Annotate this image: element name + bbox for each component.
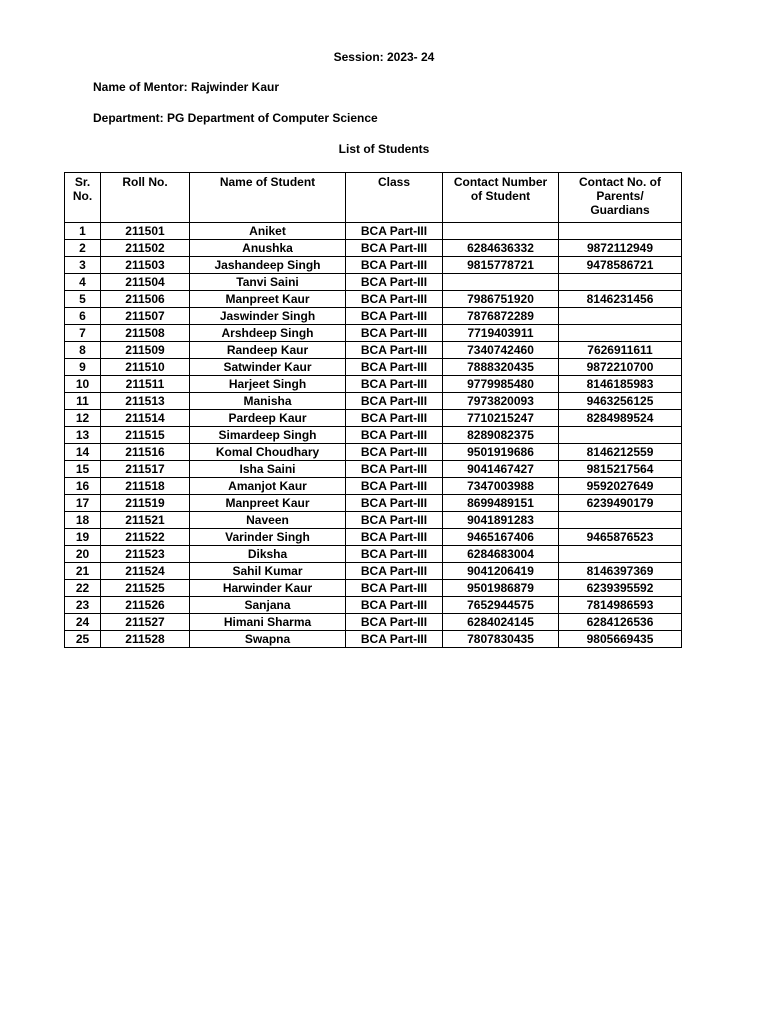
cell-class: BCA Part-III [346, 325, 443, 342]
cell-class: BCA Part-III [346, 376, 443, 393]
header-sr-line2: No. [72, 189, 93, 203]
cell-student-contact: 7986751920 [443, 291, 559, 308]
cell-class: BCA Part-III [346, 631, 443, 648]
table-row [65, 512, 682, 529]
cell-parent-contact [559, 512, 682, 529]
cell-student-name: Himani Sharma [190, 614, 346, 631]
table-row [65, 597, 682, 614]
header-roll-label: Roll No. [122, 175, 168, 189]
table-row [65, 478, 682, 495]
cell-student-name: Manisha [190, 393, 346, 410]
cell-student-contact: 9465167406 [443, 529, 559, 546]
cell-student-contact: 9779985480 [443, 376, 559, 393]
cell-student-name: Arshdeep Singh [190, 325, 346, 342]
cell-student-name: Diksha [190, 546, 346, 563]
cell-sr-no: 24 [65, 614, 101, 631]
table-row [65, 257, 682, 274]
cell-roll-no: 211526 [101, 597, 190, 614]
cell-sr-no: 15 [65, 461, 101, 478]
cell-parent-contact: 9815217564 [559, 461, 682, 478]
cell-parent-contact: 7814986593 [559, 597, 682, 614]
cell-parent-contact: 8284989524 [559, 410, 682, 427]
header-student-contact [443, 173, 559, 223]
cell-sr-no: 1 [65, 223, 101, 240]
cell-roll-no: 211525 [101, 580, 190, 597]
cell-student-contact: 7652944575 [443, 597, 559, 614]
cell-student-name: Amanjot Kaur [190, 478, 346, 495]
table-row [65, 580, 682, 597]
cell-sr-no: 23 [65, 597, 101, 614]
cell-student-name: Simardeep Singh [190, 427, 346, 444]
header-contact-line2: of Student [470, 189, 531, 203]
cell-sr-no: 8 [65, 342, 101, 359]
cell-roll-no: 211508 [101, 325, 190, 342]
cell-parent-contact: 9463256125 [559, 393, 682, 410]
cell-roll-no: 211522 [101, 529, 190, 546]
table-row [65, 325, 682, 342]
table-row [65, 376, 682, 393]
cell-roll-no: 211521 [101, 512, 190, 529]
table-row [65, 410, 682, 427]
cell-class: BCA Part-III [346, 512, 443, 529]
cell-student-name: Varinder Singh [190, 529, 346, 546]
cell-student-contact [443, 274, 559, 291]
cell-student-contact: 6284024145 [443, 614, 559, 631]
cell-student-contact: 9041467427 [443, 461, 559, 478]
cell-roll-no: 211519 [101, 495, 190, 512]
cell-student-contact: 9041206419 [443, 563, 559, 580]
cell-student-contact: 7973820093 [443, 393, 559, 410]
table-row [65, 342, 682, 359]
cell-class: BCA Part-III [346, 427, 443, 444]
cell-sr-no: 19 [65, 529, 101, 546]
session-label: Session: 2023- 24 [333, 50, 435, 64]
cell-parent-contact: 9805669435 [559, 631, 682, 648]
cell-student-contact: 7719403911 [443, 325, 559, 342]
cell-student-name: Anushka [190, 240, 346, 257]
cell-class: BCA Part-III [346, 257, 443, 274]
cell-student-contact: 7710215247 [443, 410, 559, 427]
cell-class: BCA Part-III [346, 546, 443, 563]
cell-roll-no: 211518 [101, 478, 190, 495]
cell-sr-no: 16 [65, 478, 101, 495]
table-row [65, 495, 682, 512]
table-row [65, 461, 682, 478]
header-class [346, 173, 443, 223]
cell-student-name: Isha Saini [190, 461, 346, 478]
cell-student-contact: 8699489151 [443, 495, 559, 512]
cell-student-name: Harwinder Kaur [190, 580, 346, 597]
cell-student-contact: 9815778721 [443, 257, 559, 274]
cell-student-contact [443, 223, 559, 240]
cell-parent-contact [559, 223, 682, 240]
cell-sr-no: 14 [65, 444, 101, 461]
cell-roll-no: 211503 [101, 257, 190, 274]
header-sr-line1: Sr. [74, 175, 91, 189]
cell-class: BCA Part-III [346, 478, 443, 495]
cell-class: BCA Part-III [346, 223, 443, 240]
table-row [65, 308, 682, 325]
cell-parent-contact [559, 427, 682, 444]
mentor-name: Name of Mentor: Rajwinder Kaur [93, 80, 280, 94]
cell-student-name: Sahil Kumar [190, 563, 346, 580]
cell-class: BCA Part-III [346, 597, 443, 614]
cell-class: BCA Part-III [346, 308, 443, 325]
table-row [65, 444, 682, 461]
cell-student-contact: 6284683004 [443, 546, 559, 563]
cell-roll-no: 211523 [101, 546, 190, 563]
cell-roll-no: 211510 [101, 359, 190, 376]
cell-parent-contact: 9465876523 [559, 529, 682, 546]
cell-roll-no: 211504 [101, 274, 190, 291]
cell-sr-no: 9 [65, 359, 101, 376]
header-roll-no [101, 173, 190, 223]
cell-class: BCA Part-III [346, 393, 443, 410]
cell-parent-contact [559, 274, 682, 291]
cell-parent-contact: 6239490179 [559, 495, 682, 512]
cell-sr-no: 11 [65, 393, 101, 410]
cell-student-name: Swapna [190, 631, 346, 648]
cell-student-name: Manpreet Kaur [190, 495, 346, 512]
cell-sr-no: 22 [65, 580, 101, 597]
cell-student-name: Satwinder Kaur [190, 359, 346, 376]
cell-parent-contact: 8146185983 [559, 376, 682, 393]
cell-roll-no: 211506 [101, 291, 190, 308]
cell-student-contact: 7807830435 [443, 631, 559, 648]
header-sr-no [65, 173, 101, 223]
cell-class: BCA Part-III [346, 580, 443, 597]
cell-student-contact: 7340742460 [443, 342, 559, 359]
department-name: Department: PG Department of Computer Science [93, 111, 378, 125]
cell-class: BCA Part-III [346, 240, 443, 257]
cell-class: BCA Part-III [346, 410, 443, 427]
cell-student-name: Tanvi Saini [190, 274, 346, 291]
cell-student-name: Randeep Kaur [190, 342, 346, 359]
cell-roll-no: 211509 [101, 342, 190, 359]
cell-student-contact: 8289082375 [443, 427, 559, 444]
cell-roll-no: 211502 [101, 240, 190, 257]
cell-student-name: Harjeet Singh [190, 376, 346, 393]
cell-parent-contact: 9872210700 [559, 359, 682, 376]
cell-sr-no: 7 [65, 325, 101, 342]
cell-sr-no: 3 [65, 257, 101, 274]
cell-student-name: Komal Choudhary [190, 444, 346, 461]
cell-parent-contact: 9592027649 [559, 478, 682, 495]
cell-class: BCA Part-III [346, 614, 443, 631]
cell-sr-no: 13 [65, 427, 101, 444]
table-row [65, 240, 682, 257]
header-parent-line2: Parents/ [596, 189, 644, 203]
table-row [65, 223, 682, 240]
cell-student-contact: 9501986879 [443, 580, 559, 597]
cell-roll-no: 211527 [101, 614, 190, 631]
cell-parent-contact [559, 325, 682, 342]
cell-sr-no: 18 [65, 512, 101, 529]
table-row [65, 614, 682, 631]
cell-student-name: Manpreet Kaur [190, 291, 346, 308]
cell-sr-no: 10 [65, 376, 101, 393]
header-parent-contact [559, 173, 682, 223]
cell-class: BCA Part-III [346, 444, 443, 461]
cell-student-contact: 7876872289 [443, 308, 559, 325]
cell-sr-no: 25 [65, 631, 101, 648]
cell-parent-contact: 8146231456 [559, 291, 682, 308]
cell-roll-no: 211514 [101, 410, 190, 427]
header-class-label: Class [377, 175, 411, 189]
table-row [65, 546, 682, 563]
cell-student-name: Pardeep Kaur [190, 410, 346, 427]
table-row [65, 427, 682, 444]
cell-sr-no: 20 [65, 546, 101, 563]
header-parent-line1: Contact No. of [579, 175, 661, 189]
cell-class: BCA Part-III [346, 495, 443, 512]
cell-class: BCA Part-III [346, 342, 443, 359]
header-name-label: Name of Student [219, 175, 316, 189]
table-row [65, 563, 682, 580]
cell-student-name: Jashandeep Singh [190, 257, 346, 274]
cell-parent-contact: 7626911611 [559, 342, 682, 359]
cell-parent-contact: 8146212559 [559, 444, 682, 461]
cell-class: BCA Part-III [346, 359, 443, 376]
cell-roll-no: 211507 [101, 308, 190, 325]
cell-roll-no: 211501 [101, 223, 190, 240]
cell-sr-no: 12 [65, 410, 101, 427]
cell-sr-no: 4 [65, 274, 101, 291]
cell-parent-contact: 6284126536 [559, 614, 682, 631]
cell-parent-contact [559, 308, 682, 325]
table-row [65, 291, 682, 308]
cell-student-contact: 6284636332 [443, 240, 559, 257]
cell-sr-no: 5 [65, 291, 101, 308]
cell-roll-no: 211516 [101, 444, 190, 461]
cell-roll-no: 211511 [101, 376, 190, 393]
cell-parent-contact [559, 546, 682, 563]
cell-class: BCA Part-III [346, 529, 443, 546]
table-row [65, 529, 682, 546]
table-row [65, 359, 682, 376]
cell-student-name: Sanjana [190, 597, 346, 614]
cell-roll-no: 211513 [101, 393, 190, 410]
header-parent-line3: Guardians [590, 203, 650, 217]
table-header-row [65, 173, 682, 223]
cell-roll-no: 211528 [101, 631, 190, 648]
cell-student-contact: 9501919686 [443, 444, 559, 461]
cell-sr-no: 6 [65, 308, 101, 325]
header-contact-line1: Contact Number [453, 175, 548, 189]
cell-class: BCA Part-III [346, 461, 443, 478]
cell-parent-contact: 9872112949 [559, 240, 682, 257]
cell-student-name: Aniket [190, 223, 346, 240]
cell-student-name: Jaswinder Singh [190, 308, 346, 325]
table-row [65, 274, 682, 291]
cell-class: BCA Part-III [346, 291, 443, 308]
cell-roll-no: 211515 [101, 427, 190, 444]
cell-class: BCA Part-III [346, 563, 443, 580]
header-student-name [190, 173, 346, 223]
cell-sr-no: 21 [65, 563, 101, 580]
table-row [65, 393, 682, 410]
cell-parent-contact: 6239395592 [559, 580, 682, 597]
cell-student-contact: 7347003988 [443, 478, 559, 495]
list-title: List of Students [338, 142, 430, 156]
cell-class: BCA Part-III [346, 274, 443, 291]
cell-student-name: Naveen [190, 512, 346, 529]
students-table [64, 172, 682, 648]
cell-parent-contact: 9478586721 [559, 257, 682, 274]
cell-parent-contact: 8146397369 [559, 563, 682, 580]
cell-sr-no: 17 [65, 495, 101, 512]
cell-roll-no: 211524 [101, 563, 190, 580]
cell-student-contact: 7888320435 [443, 359, 559, 376]
cell-roll-no: 211517 [101, 461, 190, 478]
cell-student-contact: 9041891283 [443, 512, 559, 529]
cell-sr-no: 2 [65, 240, 101, 257]
table-row [65, 631, 682, 648]
